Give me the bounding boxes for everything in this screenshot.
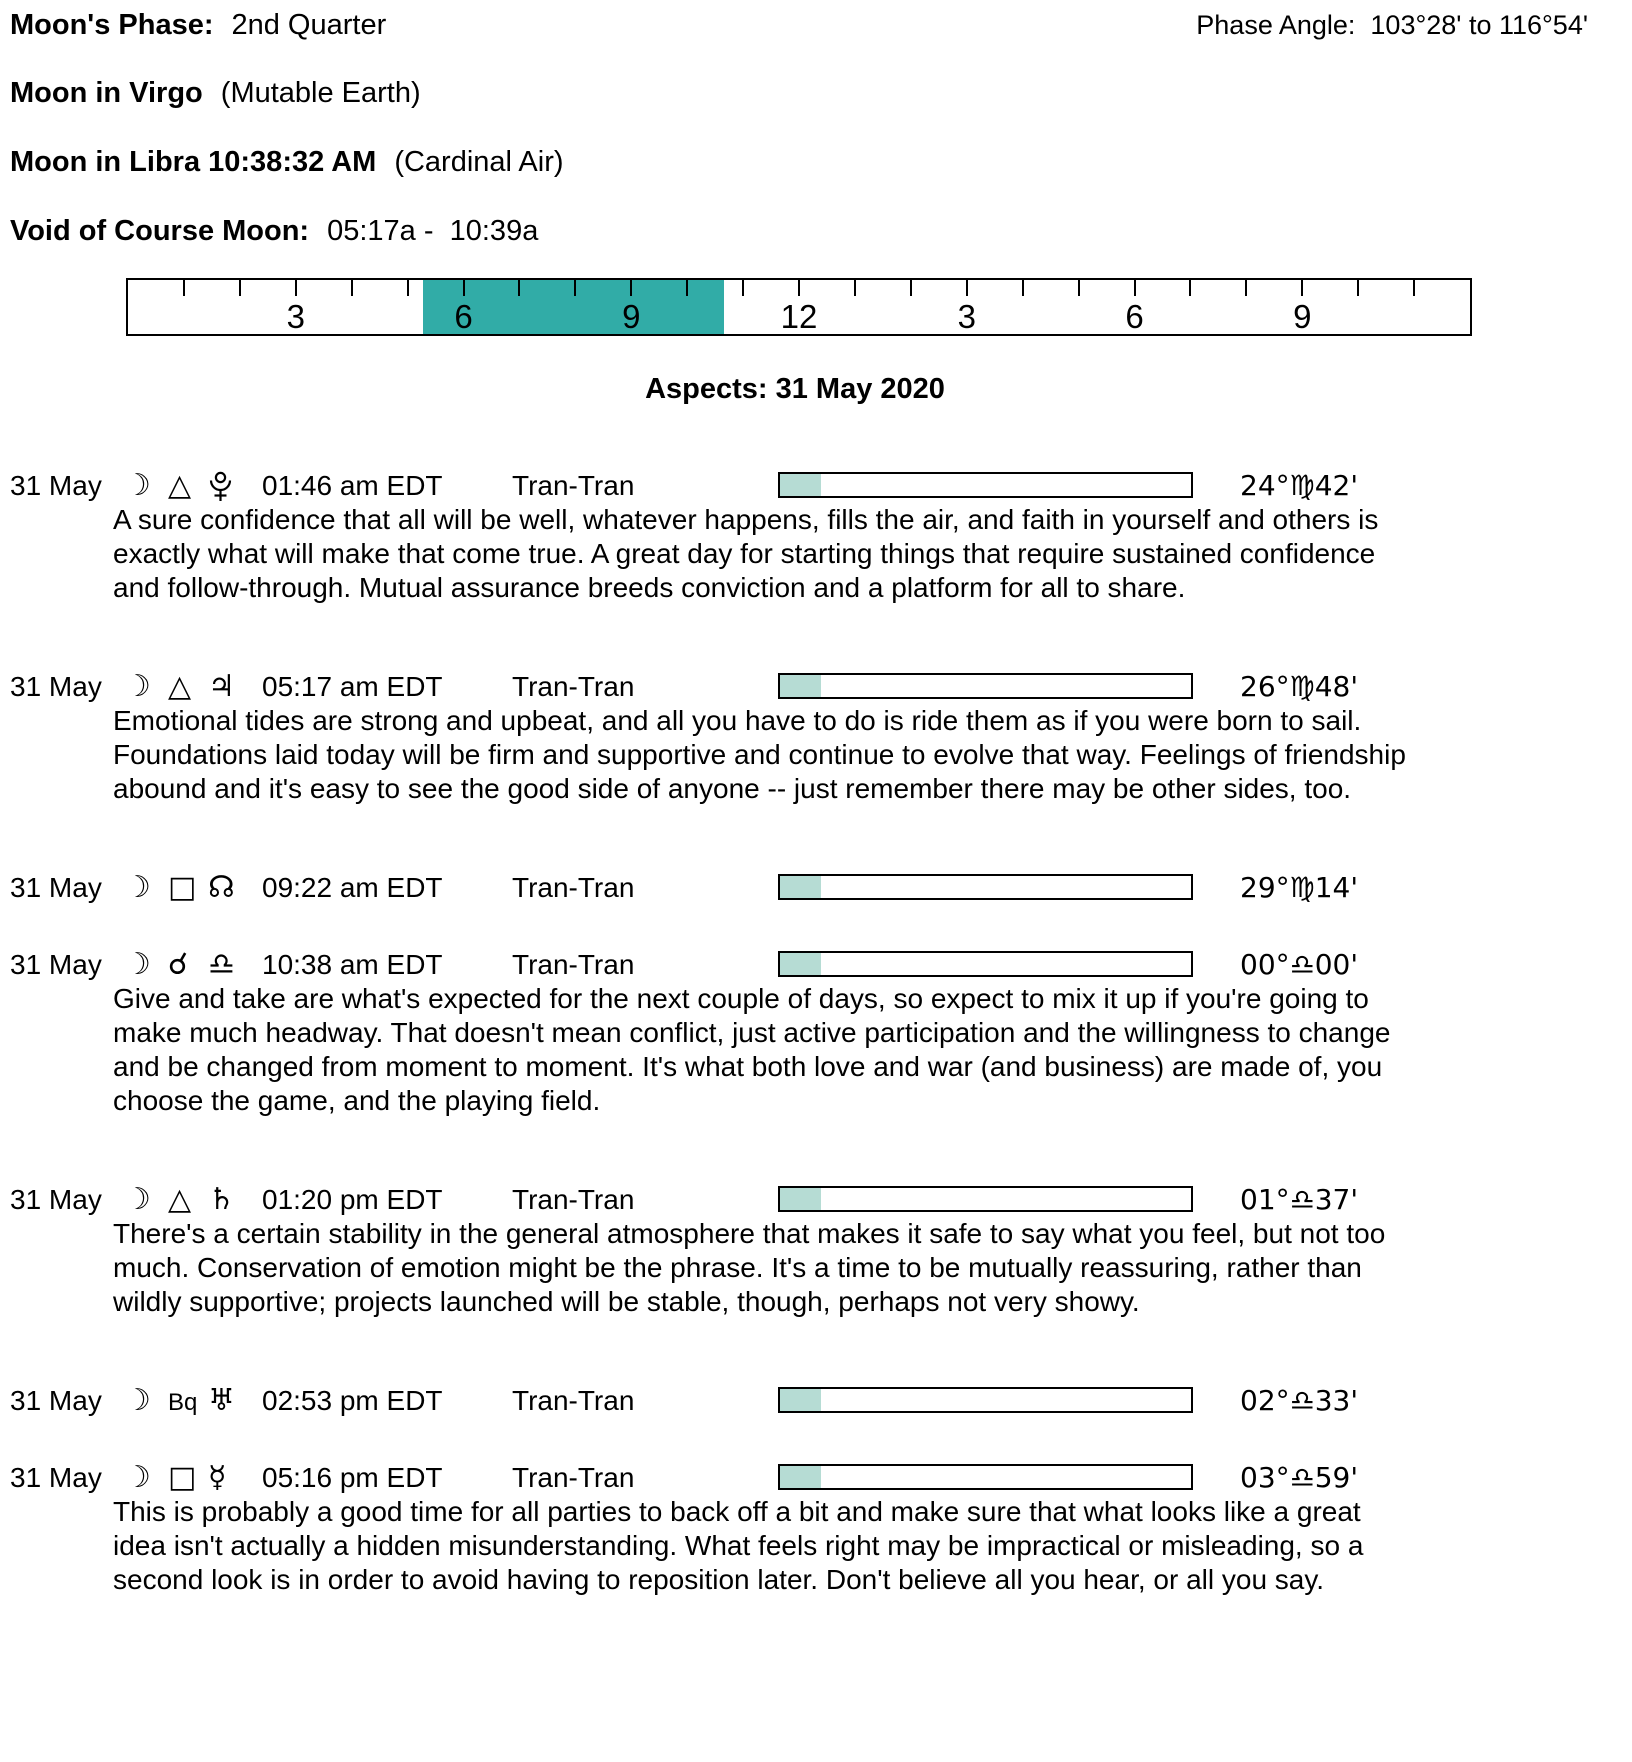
aspect-time: 09:22 am EDT [262, 872, 443, 903]
square-icon: □ [168, 870, 197, 905]
aspect-row [0, 469, 1590, 503]
hour-tick [798, 280, 800, 296]
moon-in-libra-quality: (Cardinal Air) [394, 146, 564, 178]
aspect-time: 02:53 pm EDT [262, 1385, 443, 1416]
conjunction-icon: ☌ [168, 947, 189, 982]
hour-tick [742, 280, 744, 296]
phase-angle-text: Phase Angle: 103°28' to 116°54' [1196, 10, 1588, 40]
pluto-icon [208, 469, 233, 503]
aspect-description: A sure confidence that all will be well, whatever happens, fills the air, and faith in yourself and others is exactly what will make that come true. A great day for starting things that require sustained confidence and follow-through. Mutual assurance breeds conviction and a platform for all to share. [113, 504, 1379, 603]
hour-tick [854, 280, 856, 296]
aspect-time: 10:38 am EDT [262, 949, 443, 980]
aspect-position: 29°♍14' [1240, 871, 1359, 904]
aspect-type: Tran-Tran [512, 470, 635, 501]
mercury-icon: ☿ [208, 1460, 227, 1495]
biquintile-icon: Bq [168, 1389, 198, 1416]
aspect-position: 00°♎00' [1240, 948, 1359, 981]
aspect-item [0, 1384, 1590, 1418]
aspect-time: 05:16 pm EDT [262, 1462, 443, 1493]
aspect-description: There's a certain stability in the general atmosphere that makes it safe to say what you feel, but not too much. Conservation of emotion might be the phrase. It's a time to be mutually reassuring, rather than wildly supportive; projects launched will be stable, though, perhaps not very showy. [113, 1218, 1386, 1317]
aspect-progress-bar [778, 472, 1193, 498]
hour-label: 9 [1293, 298, 1312, 335]
moons-phase-label: Moon's Phase: [10, 9, 214, 41]
aspect-type: Tran-Tran [512, 1385, 635, 1416]
aspect-date: 31 May [10, 470, 102, 501]
aspect-item [0, 670, 1590, 806]
hour-tick [463, 280, 465, 296]
hour-tick [910, 280, 912, 296]
aspect-date: 31 May [10, 1184, 102, 1215]
aspect-type: Tran-Tran [512, 1184, 635, 1215]
aspect-item [0, 1183, 1590, 1319]
aspect-position: 26°♍48' [1240, 670, 1359, 703]
moon-in-virgo-line [10, 76, 421, 110]
trine-icon: △ [168, 669, 192, 704]
trine-icon: △ [168, 1182, 192, 1217]
hour-label: 6 [1125, 298, 1144, 335]
aspect-item [0, 1461, 1590, 1597]
aspect-position: 02°♎33' [1240, 1384, 1359, 1417]
hour-tick [630, 280, 632, 296]
saturn-icon: ♄ [208, 1182, 235, 1217]
aspect-type: Tran-Tran [512, 1462, 635, 1493]
aspect-progress-fill [780, 675, 821, 697]
aspect-progress-fill [780, 1188, 821, 1210]
aspect-time: 01:46 am EDT [262, 470, 443, 501]
aspects-section [0, 373, 1590, 1662]
hour-tick [966, 280, 968, 296]
hour-label: 3 [286, 298, 305, 335]
hour-tick [183, 280, 185, 296]
aspect-item [0, 871, 1590, 905]
moon-in-virgo-quality: (Mutable Earth) [220, 77, 421, 109]
aspect-progress-fill [780, 876, 821, 898]
hour-tick [518, 280, 520, 296]
hour-tick [239, 280, 241, 296]
aspect-row [0, 670, 1590, 704]
moons-phase-line [10, 8, 386, 42]
uranus-icon: ♅ [208, 1383, 235, 1418]
void-of-course-label: Void of Course Moon: [10, 215, 310, 247]
aspect-progress-bar [778, 1186, 1193, 1212]
hour-label: 6 [454, 298, 473, 335]
hour-label: 3 [957, 298, 976, 335]
hour-tick [574, 280, 576, 296]
aspect-progress-fill [780, 474, 821, 496]
aspect-description: Give and take are what's expected for the next couple of days, so expect to mix it up if you're going to make much headway. That doesn't mean conflict, just active participation and the willingness to change and be changed from moment to moment. It's what both love and war (and business) are made of, you choose the game, and the playing field. [113, 983, 1391, 1116]
aspect-progress-fill [780, 953, 821, 975]
aspect-progress-bar [778, 951, 1193, 977]
aspect-date: 31 May [10, 872, 102, 903]
north-node-icon: ☊ [208, 870, 235, 905]
hour-tick [1022, 280, 1024, 296]
aspect-time: 05:17 am EDT [262, 671, 443, 702]
moon-icon: ☽ [124, 870, 151, 905]
void-of-course-times: 05:17a - 10:39a [327, 215, 539, 247]
hour-tick [686, 280, 688, 296]
moon-icon: ☽ [124, 1460, 151, 1495]
aspect-date: 31 May [10, 671, 102, 702]
moon-icon: ☽ [124, 1383, 151, 1418]
moon-icon: ☽ [124, 947, 151, 982]
aspect-row [0, 871, 1590, 905]
hour-label: 12 [780, 298, 818, 335]
void-of-course-timeline [126, 278, 1472, 336]
aspect-description: This is probably a good time for all parties to back off a bit and make sure that what looks like a great idea isn't actually a hidden misunderstanding. What feels right may be impractical or misleading, so a second look is in order to avoid having to reposition later. Don't believe all you hear, or all you say. [113, 1496, 1364, 1595]
aspect-position: 03°♎59' [1240, 1461, 1359, 1494]
moon-in-virgo-label: Moon in Virgo [10, 77, 203, 109]
libra-icon: ♎ [208, 947, 235, 982]
aspect-row [0, 1183, 1590, 1217]
hour-tick [1078, 280, 1080, 296]
moon-in-libra-line [10, 145, 564, 179]
aspect-date: 31 May [10, 1462, 102, 1493]
aspect-progress-bar [778, 874, 1193, 900]
aspect-item [0, 469, 1590, 605]
jupiter-icon: ♃ [208, 669, 235, 704]
hour-tick [1189, 280, 1191, 296]
hour-tick [295, 280, 297, 296]
aspect-type: Tran-Tran [512, 671, 635, 702]
moon-icon: ☽ [124, 669, 151, 704]
hour-tick [1357, 280, 1359, 296]
hour-label: 9 [622, 298, 641, 335]
aspect-date: 31 May [10, 949, 102, 980]
moon-icon: ☽ [124, 468, 151, 503]
hour-tick [1413, 280, 1415, 296]
square-icon: □ [168, 1460, 197, 1495]
aspect-time: 01:20 pm EDT [262, 1184, 443, 1215]
aspect-progress-fill [780, 1466, 821, 1488]
aspect-position: 01°♎37' [1240, 1183, 1359, 1216]
trine-icon: △ [168, 468, 192, 503]
aspect-row [0, 1384, 1590, 1418]
aspect-progress-bar [778, 1464, 1193, 1490]
hour-tick [351, 280, 353, 296]
aspect-type: Tran-Tran [512, 949, 635, 980]
aspect-progress-fill [780, 1389, 821, 1411]
aspect-position: 24°♍42' [1240, 469, 1359, 502]
moons-phase-value: 2nd Quarter [231, 9, 387, 41]
aspect-item [0, 948, 1590, 1118]
hour-tick [407, 280, 409, 296]
aspect-row [0, 1461, 1590, 1495]
aspect-type: Tran-Tran [512, 872, 635, 903]
hour-tick [1245, 280, 1247, 296]
aspect-description: Emotional tides are strong and upbeat, and all you have to do is ride them as if you were born to sail. Foundations laid today will be firm and supportive and continue to evolve that way. Feelings of friendship abound and it's easy to see the good side of anyone -- just remember there may be other sides, too. [113, 705, 1406, 804]
aspect-row [0, 948, 1590, 982]
aspect-progress-bar [778, 1387, 1193, 1413]
moon-icon: ☽ [124, 1182, 151, 1217]
aspect-progress-bar [778, 673, 1193, 699]
aspect-list [0, 469, 1590, 1597]
hour-tick [1134, 280, 1136, 296]
moon-in-libra-label: Moon in Libra 10:38:32 AM [10, 146, 377, 178]
hour-tick [1301, 280, 1303, 296]
aspect-date: 31 May [10, 1385, 102, 1416]
aspects-title: Aspects: 31 May 2020 [645, 373, 945, 405]
void-of-course-line [10, 214, 538, 248]
